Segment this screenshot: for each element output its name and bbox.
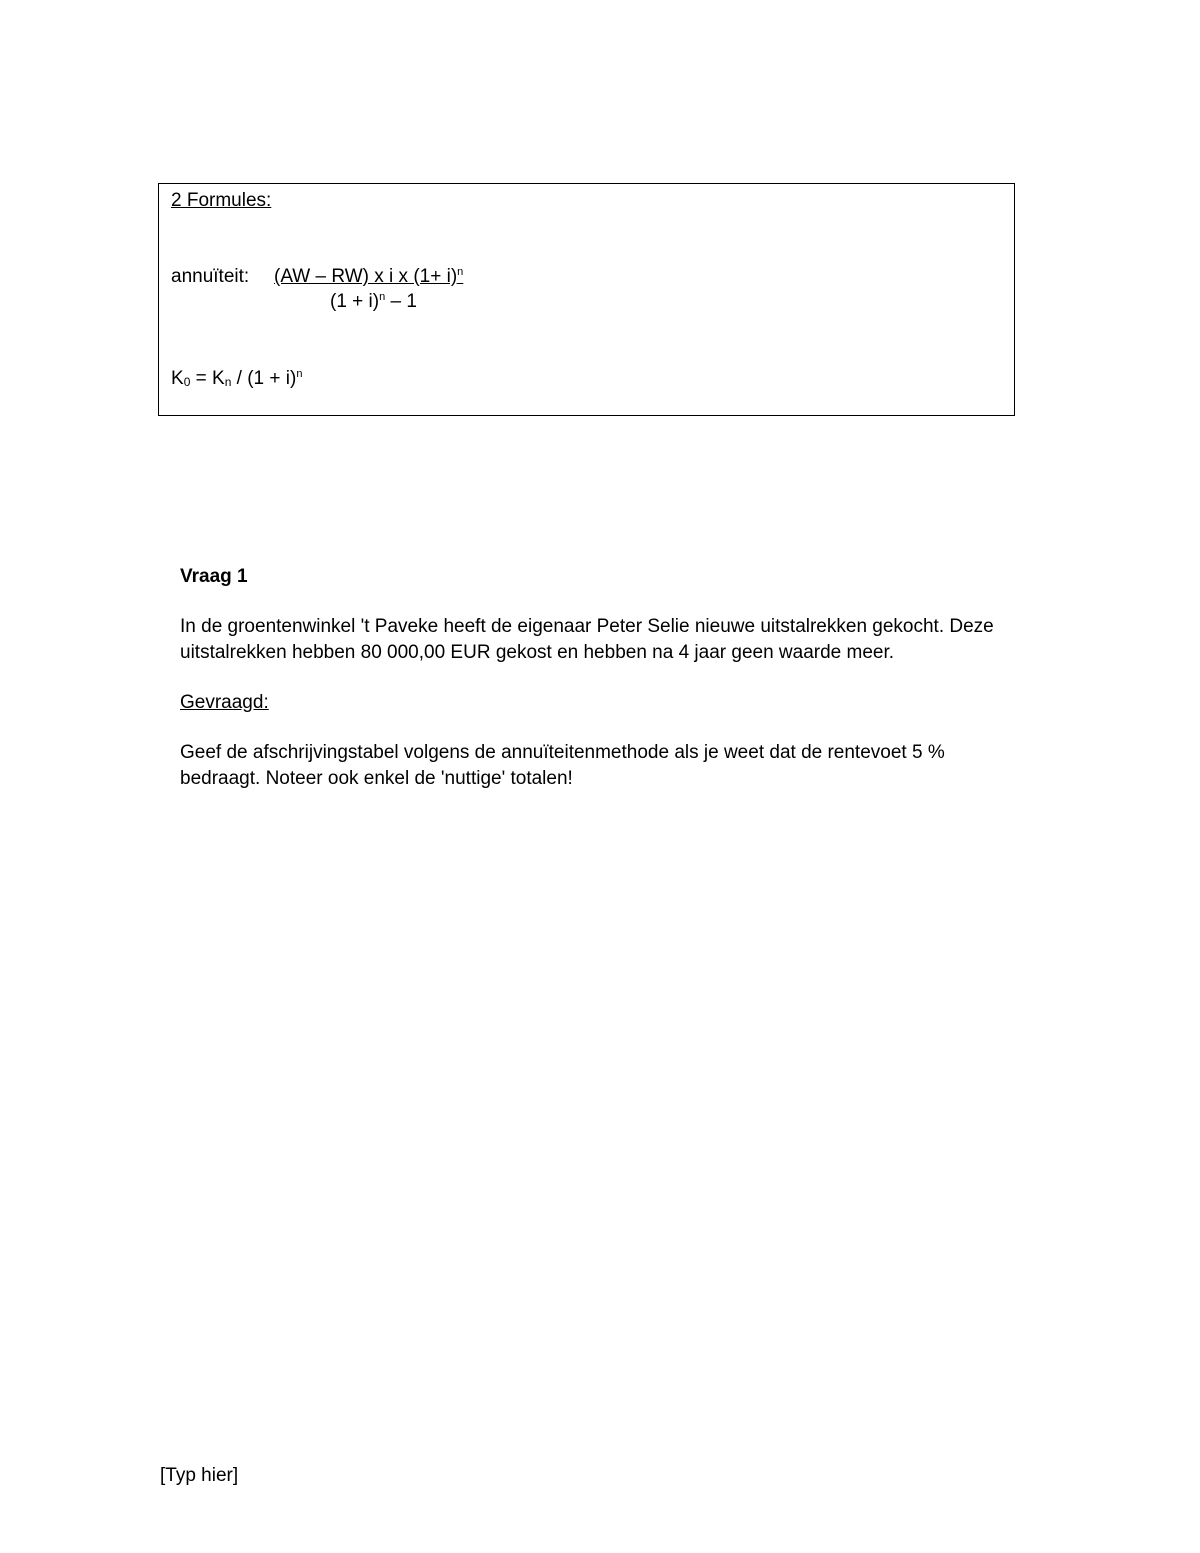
annuity-denominator-tail: – 1: [385, 291, 417, 312]
pv-rest: / (1 + i): [231, 368, 297, 389]
pv-exponent: n: [296, 368, 303, 380]
question-title: Vraag 1: [180, 566, 248, 587]
annuity-numerator: [274, 266, 463, 288]
annuity-denominator: [330, 291, 417, 313]
pv-sub-zero: 0: [183, 375, 191, 389]
annuity-numerator-exponent: n: [457, 266, 464, 278]
annuity-label: annuïteit:: [171, 266, 250, 287]
formula-box: [158, 183, 1015, 416]
question-section: [180, 566, 1000, 792]
pv-equals-k: = K: [190, 368, 225, 389]
formula-box-title: 2 Formules:: [171, 190, 272, 211]
pv-k: K: [171, 368, 184, 389]
question-subheading: Gevraagd:: [180, 692, 269, 713]
footer-placeholder[interactable]: [Typ hier]: [160, 1465, 239, 1486]
question-task: Geef de afschrijvingstabel volgens de annuïteitenmethode als je weet dat de rentevoet 5 % bedraagt. Noteer ook enkel de 'nuttige' totalen!: [180, 742, 945, 789]
annuity-denominator-exponent: n: [379, 291, 386, 303]
present-value-formula: [171, 368, 302, 390]
annuity-numerator-base: (AW – RW) x i x (1+ i): [274, 266, 458, 287]
pv-sub-n: n: [224, 375, 232, 389]
annuity-denominator-base: (1 + i): [330, 291, 380, 312]
question-body: In de groentenwinkel 't Paveke heeft de eigenaar Peter Selie nieuwe uitstalrekken gekocht. Deze uitstalrekken hebben 80 000,00 EUR gekost en hebben na 4 jaar geen waarde meer.: [180, 616, 994, 663]
